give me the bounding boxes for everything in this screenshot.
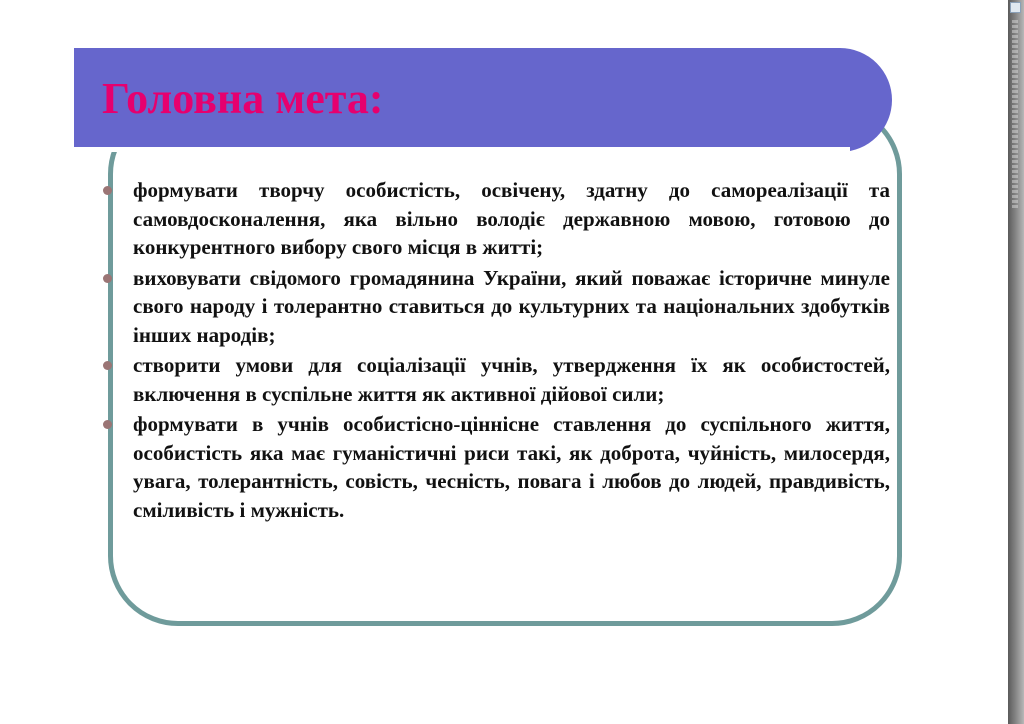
bullet-text: створити умови для соціалізації учнів, утвердження їх як особистостей, включення в суспільне життя як активної дійової сили; bbox=[133, 353, 890, 406]
bullet-text: формувати творчу особистість, освічену, здатну до самореалізації та самовдосконалення, яка вільно володіє державною мовою, готовою до конкурентного вибору свого місця в житті; bbox=[133, 178, 890, 259]
list-item bbox=[100, 410, 890, 524]
list-item bbox=[100, 351, 890, 408]
title-underline bbox=[74, 147, 850, 152]
bullet-text: виховувати свідомого громадянина України, який поважає історичне минуле свого народу і толерантно ставиться до культурних та національних здобутків інших народів; bbox=[133, 265, 890, 347]
list-item bbox=[100, 176, 890, 262]
bullet-dot-icon bbox=[103, 274, 112, 283]
bullet-dot-icon bbox=[103, 420, 112, 429]
bullet-list bbox=[100, 176, 890, 526]
bullet-dot-icon bbox=[103, 361, 112, 370]
bullet-dot-icon bbox=[103, 186, 112, 195]
side-watermark-icon bbox=[1012, 20, 1018, 210]
slide-title: Головна мета: bbox=[102, 74, 384, 123]
viewer-badge-icon bbox=[1010, 2, 1021, 13]
bullet-text: формувати в учнів особистісно-ціннісне ставлення до суспільного життя, особистість яка має гуманістичні риси такі, як доброта, чуйність, милосердя, увага, толерантність, совість, чесність, повага і любов до людей, правдивість, сміливість і мужність. bbox=[133, 412, 890, 522]
list-item bbox=[100, 264, 890, 350]
